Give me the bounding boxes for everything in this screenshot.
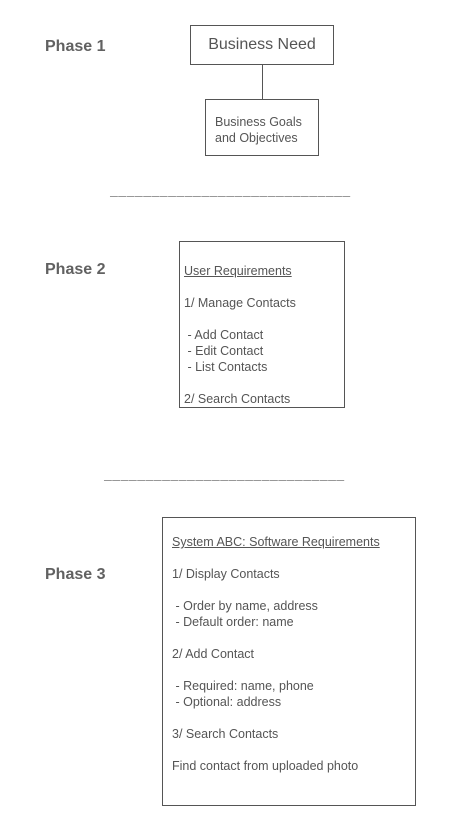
business-goals-line1: Business Goals [215, 115, 302, 129]
phase-2-label: Phase 2 [45, 261, 106, 278]
list-contacts-item: - List Contacts [184, 360, 268, 374]
search-contacts-heading-3: 3/ Search Contacts [172, 727, 279, 741]
find-contact-photo-item: Find contact from uploaded photo [172, 759, 359, 773]
business-goals-box [205, 99, 319, 156]
order-by-item: - Order by name, address [172, 599, 318, 613]
required-fields-item: - Required: name, phone [172, 679, 314, 693]
business-goals-line2: and Objectives [215, 131, 298, 145]
business-need-box [190, 25, 334, 65]
phase-divider-2: _____________________________ [104, 468, 345, 483]
manage-contacts-heading: 1/ Manage Contacts [184, 296, 296, 310]
phase-divider-1: _____________________________ [110, 184, 351, 199]
add-contact-heading: 2/ Add Contact [172, 647, 255, 661]
phase-3-label: Phase 3 [45, 566, 106, 583]
phase1-connector [262, 65, 263, 100]
user-requirements-title: User Requirements [184, 264, 292, 278]
phase-1-label: Phase 1 [45, 38, 106, 55]
software-requirements-box [162, 517, 416, 806]
software-requirements-title: System ABC: Software Requirements [172, 535, 380, 549]
user-requirements-box [179, 241, 345, 408]
add-contact-item: - Add Contact [184, 328, 264, 342]
business-need-text: Business Need [208, 36, 316, 53]
display-contacts-heading: 1/ Display Contacts [172, 567, 280, 581]
search-contacts-heading: 2/ Search Contacts [184, 392, 291, 406]
edit-contact-item: - Edit Contact [184, 344, 264, 358]
optional-fields-item: - Optional: address [172, 695, 282, 709]
default-order-item: - Default order: name [172, 615, 294, 629]
